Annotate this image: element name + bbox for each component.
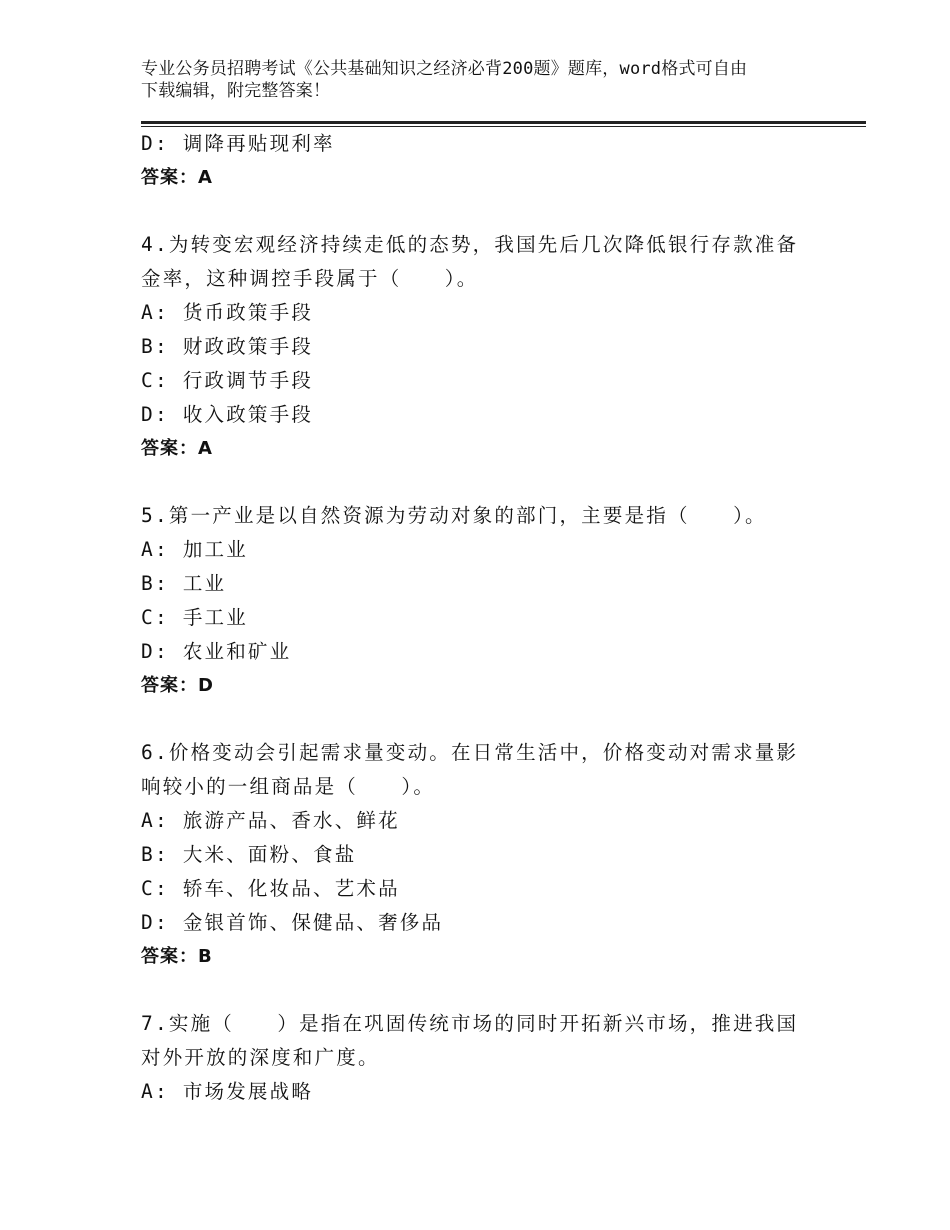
option-d: D: 农业和矿业 — [141, 640, 292, 663]
spacer — [141, 974, 801, 1007]
option-d: D: 金银首饰、保健品、奢侈品 — [141, 911, 444, 934]
previous-question-tail — [141, 127, 801, 195]
question-stem: 金率，这种调控手段属于（ ）。 — [141, 267, 479, 290]
question-7 — [141, 1007, 801, 1109]
question-6 — [141, 736, 801, 974]
question-stem: 5.第一产业是以自然资源为劳动对象的部门，主要是指（ ）。 — [141, 504, 767, 527]
option-c: C: 轿车、化妆品、艺术品 — [141, 877, 400, 900]
question-stem: 6.价格变动会引起需求量变动。在日常生活中，价格变动对需求量影 — [141, 741, 799, 764]
question-stem: 7.实施（ ）是指在巩固传统市场的同时开拓新兴市场，推进我国 — [141, 1012, 799, 1035]
question-stem: 响较小的一组商品是（ ）。 — [141, 775, 436, 798]
answer-line: 答案：D — [141, 675, 214, 696]
option-d: D: 收入政策手段 — [141, 403, 314, 426]
header-line-2: 下载编辑，附完整答案！ — [141, 81, 331, 101]
question-4 — [141, 228, 801, 466]
answer-line: 答案：B — [141, 946, 213, 967]
question-5 — [141, 499, 801, 703]
option-a: A: 货币政策手段 — [141, 301, 314, 324]
header-line-1: 专业公务员招聘考试《公共基础知识之经济必背200题》题库，word格式可自由 — [141, 59, 748, 79]
spacer — [141, 195, 801, 228]
option-b: B: 大米、面粉、食盐 — [141, 843, 357, 866]
header-rule-thick — [141, 121, 866, 124]
question-stem: 对外开放的深度和广度。 — [141, 1046, 380, 1069]
option-a: A: 旅游产品、香水、鲜花 — [141, 809, 400, 832]
question-stem: 4.为转变宏观经济持续走低的态势，我国先后几次降低银行存款准备 — [141, 233, 799, 256]
spacer — [141, 466, 801, 499]
answer-line: 答案：A — [141, 167, 213, 188]
option-a: A: 加工业 — [141, 538, 248, 561]
option-d: D: 调降再贴现利率 — [141, 132, 335, 155]
option-b: B: 工业 — [141, 572, 227, 595]
page-header — [141, 58, 861, 102]
option-c: C: 手工业 — [141, 606, 248, 629]
option-a: A: 市场发展战略 — [141, 1080, 314, 1103]
option-b: B: 财政政策手段 — [141, 335, 314, 358]
spacer — [141, 703, 801, 736]
option-c: C: 行政调节手段 — [141, 369, 314, 392]
answer-line: 答案：A — [141, 438, 213, 459]
question-list — [141, 127, 801, 1109]
